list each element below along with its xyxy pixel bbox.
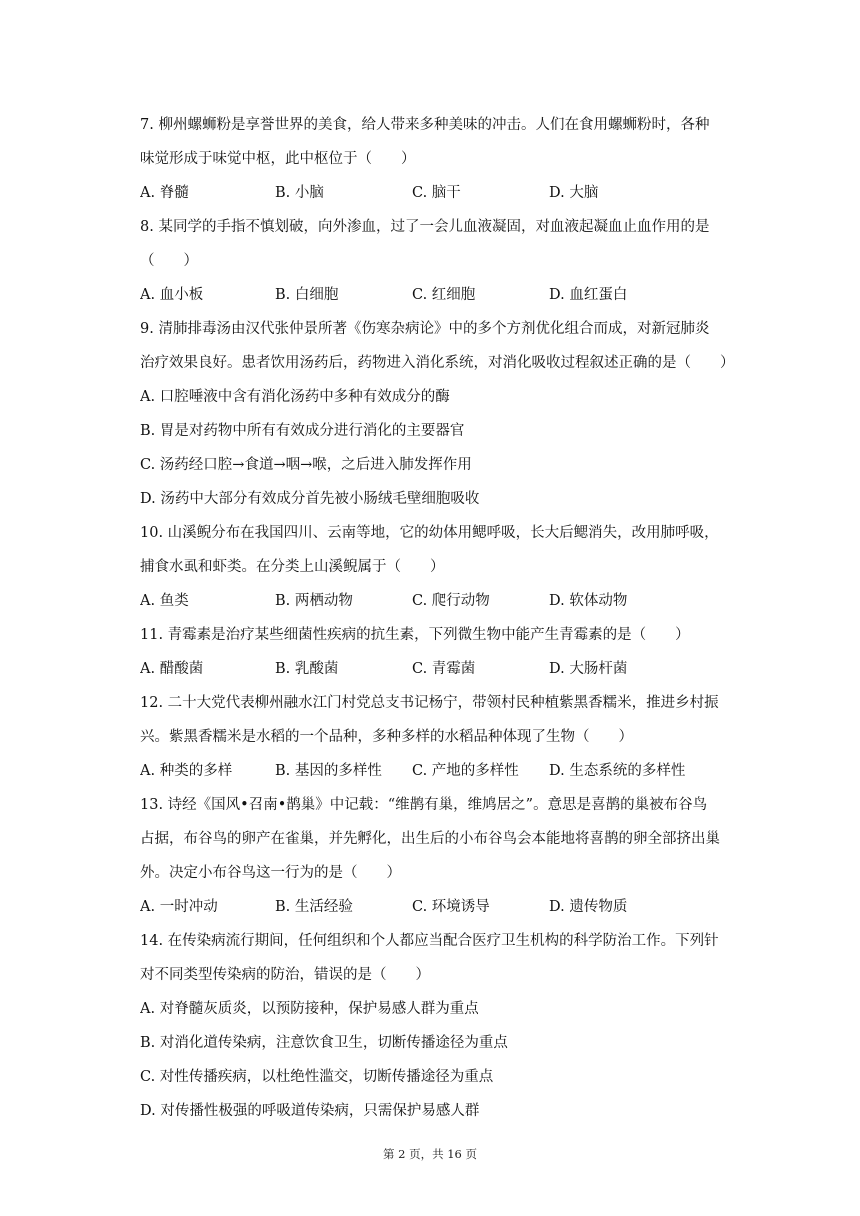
question-12-option-b: B. 基因的多样性 <box>275 763 382 779</box>
question-13-option-d: D. 遗传物质 <box>549 899 628 915</box>
question-7-stem-line-1: 7. 柳州螺蛳粉是享誉世界的美食，给人带来多种美味的冲击。人们在食用螺蛳粉时，各种 <box>140 117 710 133</box>
question-8-option-b: B. 白细胞 <box>275 287 339 303</box>
question-14-option-d: D. 对传播性极强的呼吸道传染病，只需保护易感人群 <box>140 1103 480 1119</box>
question-13-option-c: C. 环境诱导 <box>412 899 490 915</box>
question-7-option-d: D. 大脑 <box>549 185 599 201</box>
question-11-stem-line-1: 11. 青霉素是治疗某些细菌性疾病的抗生素，下列微生物中能产生青霉素的是（ ） <box>140 627 690 643</box>
question-10-option-b: B. 两栖动物 <box>275 593 353 609</box>
question-14-option-b: B. 对消化道传染病，注意饮食卫生，切断传播途径为重点 <box>140 1035 508 1051</box>
question-10-option-a: A. 鱼类 <box>140 593 189 609</box>
question-7-option-b: B. 小脑 <box>275 185 324 201</box>
question-11-options <box>140 652 752 686</box>
question-9-option-a: A. 口腔唾液中含有消化汤药中多种有效成分的酶 <box>140 389 450 405</box>
question-13-stem-line-2: 占据，布谷鸟的卵产在雀巢，并先孵化，出生后的小布谷鸟会本能地将喜鹊的卵全部挤出巢 <box>140 831 720 847</box>
question-8-option-d: D. 血红蛋白 <box>549 287 628 303</box>
question-12-option-c: C. 产地的多样性 <box>412 763 519 779</box>
question-9-stem-line-1: 9. 清肺排毒汤由汉代张仲景所著《伤寒杂病论》中的多个方剂优化组合而成，对新冠肺炎 <box>140 321 710 337</box>
question-10-option-c: C. 爬行动物 <box>412 593 490 609</box>
question-12-option-d: D. 生态系统的多样性 <box>549 763 686 779</box>
question-12-stem-line-1: 12. 二十大党代表柳州融水江门村党总支书记杨宁，带领村民种植紫黑香糯米，推进乡村振 <box>140 695 719 711</box>
question-12-options <box>140 754 752 788</box>
question-10-options <box>140 584 752 618</box>
question-9-option-b: B. 胃是对药物中所有有效成分进行消化的主要器官 <box>140 423 465 439</box>
question-7-option-a: A. 脊髓 <box>140 185 189 201</box>
question-8-option-a: A. 血小板 <box>140 287 204 303</box>
question-14-option-c: C. 对性传播疾病，以杜绝性滥交，切断传播途径为重点 <box>140 1069 494 1085</box>
question-14-stem-line-2: 对不同类型传染病的防治，错误的是（ ） <box>140 967 430 983</box>
question-13-option-b: B. 生活经验 <box>275 899 353 915</box>
question-13-option-a: A. 一时冲动 <box>140 899 218 915</box>
question-13-stem-line-1: 13. 诗经《国风•召南•鹊巢》中记载：“维鹊有巢，维鸠居之”。意思是喜鹊的巢被布谷鸟 <box>140 797 708 813</box>
question-14-stem-line-1: 14. 在传染病流行期间，任何组织和个人都应当配合医疗卫生机构的科学防治工作。下列针 <box>140 933 719 949</box>
question-14-option-a: A. 对脊髓灰质炎，以预防接种，保护易感人群为重点 <box>140 1001 479 1017</box>
question-13-stem-line-3: 外。决定小布谷鸟这一行为的是（ ） <box>140 865 401 881</box>
question-10-stem-line-2: 捕食水虱和虾类。在分类上山溪鲵属于（ ） <box>140 559 445 575</box>
question-8-stem-line-2: （ ） <box>140 253 198 269</box>
question-7-option-c: C. 脑干 <box>412 185 461 201</box>
question-11-option-c: C. 青霉菌 <box>412 661 476 677</box>
question-8-option-c: C. 红细胞 <box>412 287 476 303</box>
question-12-stem-line-2: 兴。紫黑香糯米是水稻的一个品种，多种多样的水稻品种体现了生物（ ） <box>140 729 633 745</box>
question-11-option-d: D. 大肠杆菌 <box>549 661 628 677</box>
question-8-options <box>140 278 752 312</box>
question-11-option-a: A. 醋酸菌 <box>140 661 204 677</box>
question-list <box>140 108 752 1128</box>
question-13-options <box>140 890 752 924</box>
page-footer: 第 2 页，共 16 页 <box>382 1147 478 1161</box>
question-9-option-d: D. 汤药中大部分有效成分首先被小肠绒毛壁细胞吸收 <box>140 491 480 507</box>
question-9-stem-line-2: 治疗效果良好。患者饮用汤药后，药物进入消化系统，对消化吸收过程叙述正确的是（ ） <box>140 355 735 371</box>
question-8-stem-line-1: 8. 某同学的手指不慎划破，向外渗血，过了一会儿血液凝固，对血液起凝血止血作用的是 <box>140 219 710 235</box>
question-10-stem-line-1: 10. 山溪鲵分布在我国四川、云南等地，它的幼体用鳃呼吸，长大后鳃消失，改用肺呼吸， <box>140 525 719 541</box>
question-12-option-a: A. 种类的多样 <box>140 763 233 779</box>
question-10-option-d: D. 软体动物 <box>549 593 628 609</box>
question-7-options <box>140 176 752 210</box>
question-11-option-b: B. 乳酸菌 <box>275 661 339 677</box>
question-7-stem-line-2: 味觉形成于味觉中枢，此中枢位于（ ） <box>140 151 416 167</box>
question-9-option-c: C. 汤药经口腔→食道→咽→喉，之后进入肺发挥作用 <box>140 457 472 473</box>
